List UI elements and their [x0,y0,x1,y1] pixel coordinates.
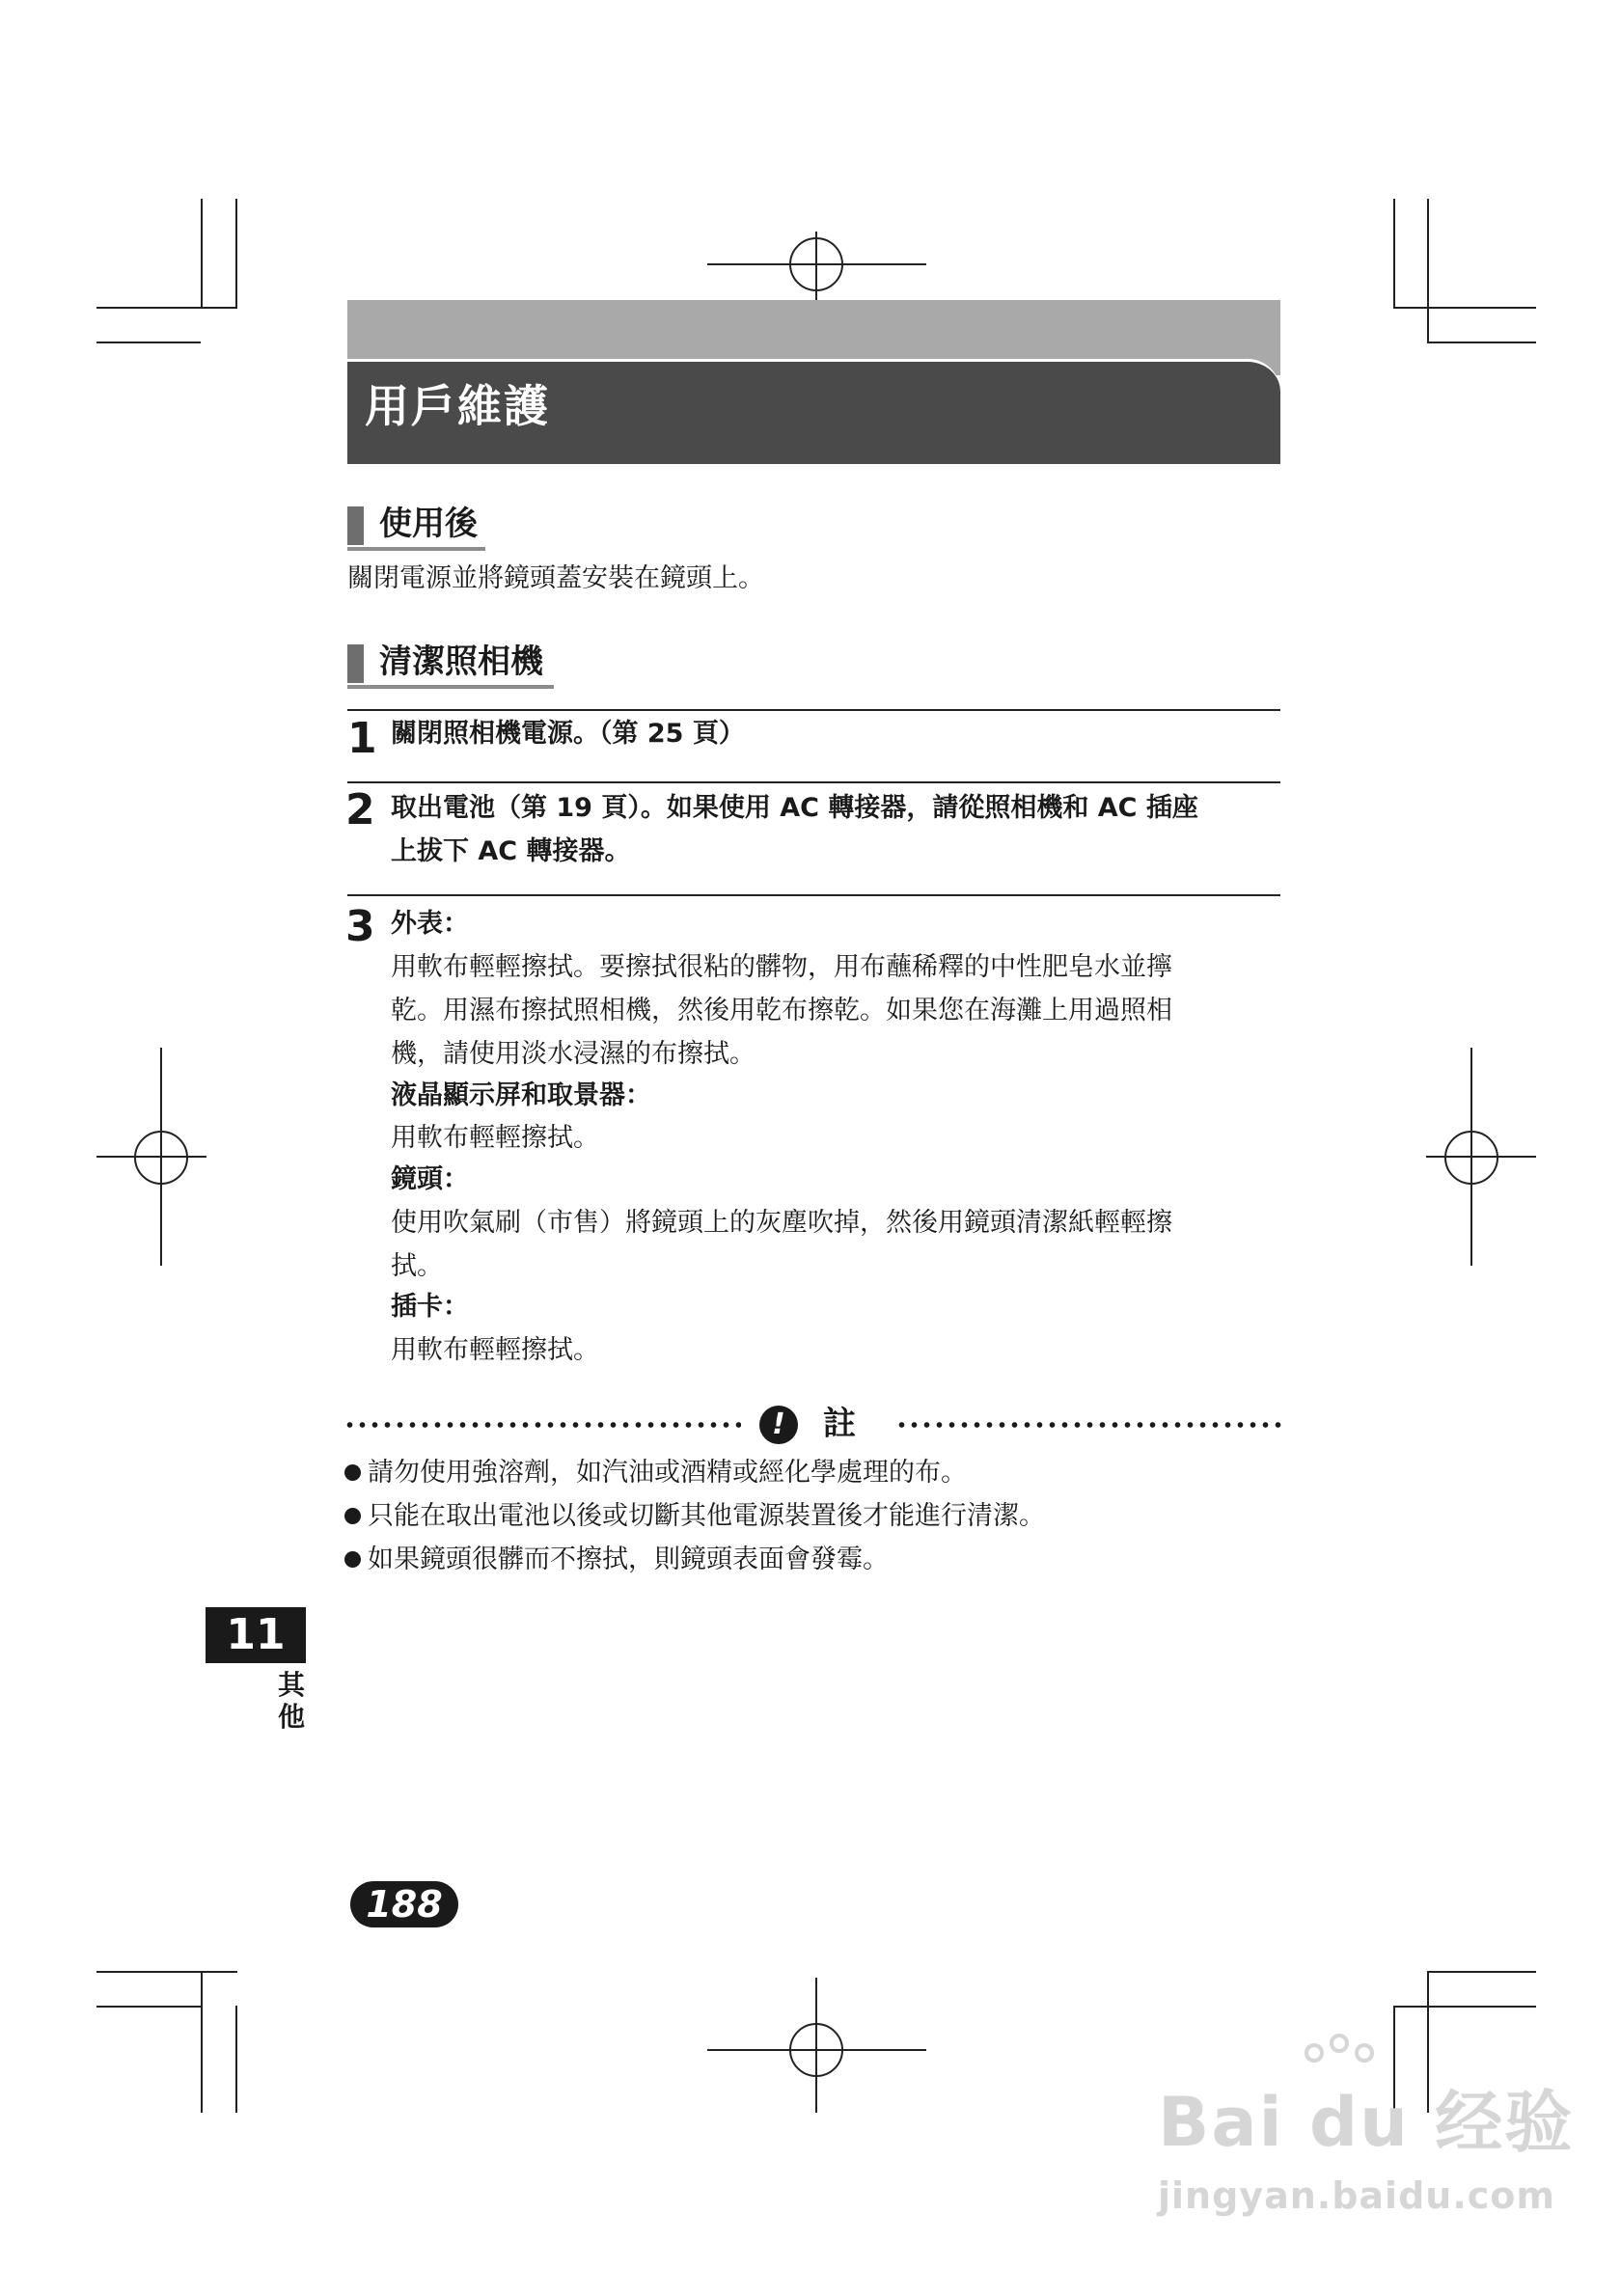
chapter-label-line: 其 [277,1669,305,1701]
exterior-line-3: 機，請使用淡水浸濕的布擦拭。 [391,1039,756,1069]
card-text: 用軟布輕輕擦拭。 [391,1335,599,1365]
lcd-heading: 液晶顯示屏和取景器： [391,1080,651,1110]
step-number: 3 [345,902,375,951]
watermark-paw-icon [1355,2043,1374,2063]
section-marker [347,644,364,683]
page-number: 188 [350,1881,458,1927]
exterior-heading: 外表： [391,909,469,939]
chapter-label-line: 他 [277,1701,305,1733]
exterior-line-2: 乾。用濕布擦拭照相機，然後用乾布擦乾。如果您在海灘上用過照相 [391,996,1172,1025]
watermark-paw-icon [1305,2043,1324,2063]
note-item: 只能在取出電池以後或切斷其他電源裝置後才能進行清潔。 [368,1501,1045,1531]
note-item: 請勿使用強溶劑，如汽油或酒精或經化學處理的布。 [368,1458,967,1488]
step-divider [347,709,1280,711]
bullet-icon [344,1551,361,1568]
section-underline [347,685,554,689]
watermark-paw-icon [1330,2034,1349,2053]
section-heading-after-use: 使用後 [379,505,478,543]
exterior-line-1: 用軟布輕輕擦拭。要擦拭很粘的髒物，用布蘸稀釋的中性肥皂水並擰 [391,952,1172,982]
note-title: 註 [823,1405,856,1443]
step-2-line-2: 上拔下 AC 轉接器。 [391,836,631,866]
section-underline [347,547,485,551]
after-use-text: 關閉電源並將鏡頭蓋安裝在鏡頭上。 [347,563,764,593]
lcd-text: 用軟布輕輕擦拭。 [391,1123,599,1153]
step-number: 1 [347,714,377,763]
note-item: 如果鏡頭很髒而不擦拭，則鏡頭表面會發霉。 [368,1544,889,1574]
page-title: 用戶維護 [365,380,550,432]
bullet-icon [344,1464,361,1481]
lens-line-1: 使用吹氣刷（市售）將鏡頭上的灰塵吹掉，然後用鏡頭清潔紙輕輕擦 [391,1208,1172,1238]
bullet-icon [344,1508,361,1524]
watermark-brand: Bai du 经验 [1158,2083,1575,2162]
step-1-text: 關閉照相機電源。（第 25 頁） [391,719,745,749]
note-icon: ! [759,1406,798,1444]
step-divider [347,781,1280,783]
note-dotted-rule-left [343,1422,741,1428]
chapter-number: 11 [206,1607,306,1663]
lens-line-2: 拭。 [391,1251,443,1281]
note-dotted-rule-right [895,1422,1281,1428]
lens-heading: 鏡頭： [391,1164,469,1194]
section-marker [347,506,364,545]
card-heading: 插卡： [391,1292,469,1322]
step-number: 2 [345,785,375,834]
step-divider [347,894,1280,896]
section-heading-cleaning: 清潔照相機 [379,642,543,681]
chapter-label [272,1669,311,1733]
step-2-line-1: 取出電池（第 19 頁）。如果使用 AC 轉接器，請從照相機和 AC 插座 [391,793,1198,823]
watermark-url: jingyan.baidu.com [1158,2174,1555,2217]
